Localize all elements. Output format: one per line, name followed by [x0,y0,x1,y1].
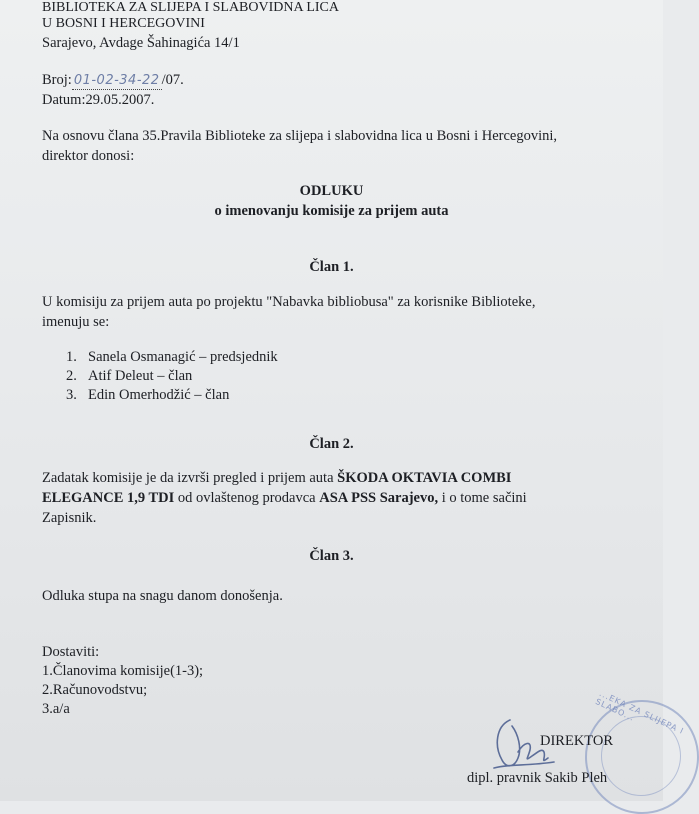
member-number: 3. [66,387,77,403]
member-number: 2. [66,368,77,384]
signatory-role: DIREKTOR [540,733,614,749]
stamp-text: ...EKA ZA SLIJEPA I SLABO... [594,688,686,737]
member-text: Sanela Osmanagić – predsjednik [88,349,278,365]
datum-line [42,92,154,109]
seller-name: ASA PSS Sarajevo, [319,490,439,506]
member-item [66,349,278,366]
clan2-text: i o tome sačini [438,490,527,506]
member-text: Edin Omerhodžić – član [88,387,230,403]
dostaviti-label: Dostaviti: [42,644,100,660]
clan1-line1: U komisiju za prijem auta po projektu "Nabavka bibliobusa" za korisnike Biblioteke, [42,294,536,310]
dostaviti-item: 2.Računovodstvu; [42,682,148,698]
clan2-line3: Zapisnik. [42,510,97,526]
header-address: Sarajevo, Avdage Šahinagića 14/1 [42,35,240,51]
intro-line1: Na osnovu člana 35.Pravila Biblioteke za slijepa i slabovidna lica u Bosni i Hercegovini, [42,128,558,144]
signatory-name: dipl. pravnik Sakib Pleh [467,770,608,786]
broj-label: Broj: [42,72,72,88]
car-model: ŠKODA OKTAVIA COMBI [337,470,512,486]
broj-handwritten: 01-02-34-22 [73,73,160,88]
member-item [66,387,229,404]
decision-subtitle: o imenovanju komisije za prijem auta [214,203,449,219]
dostaviti-item: 1.Članovima komisije(1-3); [42,663,204,679]
broj-line [42,72,184,90]
broj-suffix: /07. [161,72,184,88]
clan3-heading: Član 3. [309,548,354,564]
clan2-line1 [42,470,511,487]
clan2-text: Zadatak komisije je da izvrši pregled i prijem auta [42,470,338,486]
clan2-heading: Član 2. [309,436,354,452]
intro-line2: direktor donosi: [42,148,135,164]
clan1-heading: Član 1. [309,259,354,275]
datum-label: Datum: [42,92,86,108]
header-institution-line2: U BOSNI I HERCEGOVINI [42,16,205,31]
dostaviti-item: 3.a/a [42,701,70,717]
member-text: Atif Deleut – član [88,368,193,384]
datum-value: 29.05.2007. [85,92,155,108]
clan2-text: od ovlaštenog prodavca [174,490,320,506]
member-item [66,368,192,385]
clan2-line2 [42,490,527,507]
car-trim: ELEGANCE 1,9 TDI [42,490,175,506]
clan1-line2: imenuju se: [42,314,110,330]
decision-title: ODLUKU [299,183,364,199]
member-number: 1. [66,349,77,365]
official-stamp [585,688,699,814]
header-institution-line1: BIBLIOTEKA ZA SLIJEPA I SLABOVIDNA LICA [42,0,339,15]
clan3-text: Odluka stupa na snagu danom donošenja. [42,588,283,604]
